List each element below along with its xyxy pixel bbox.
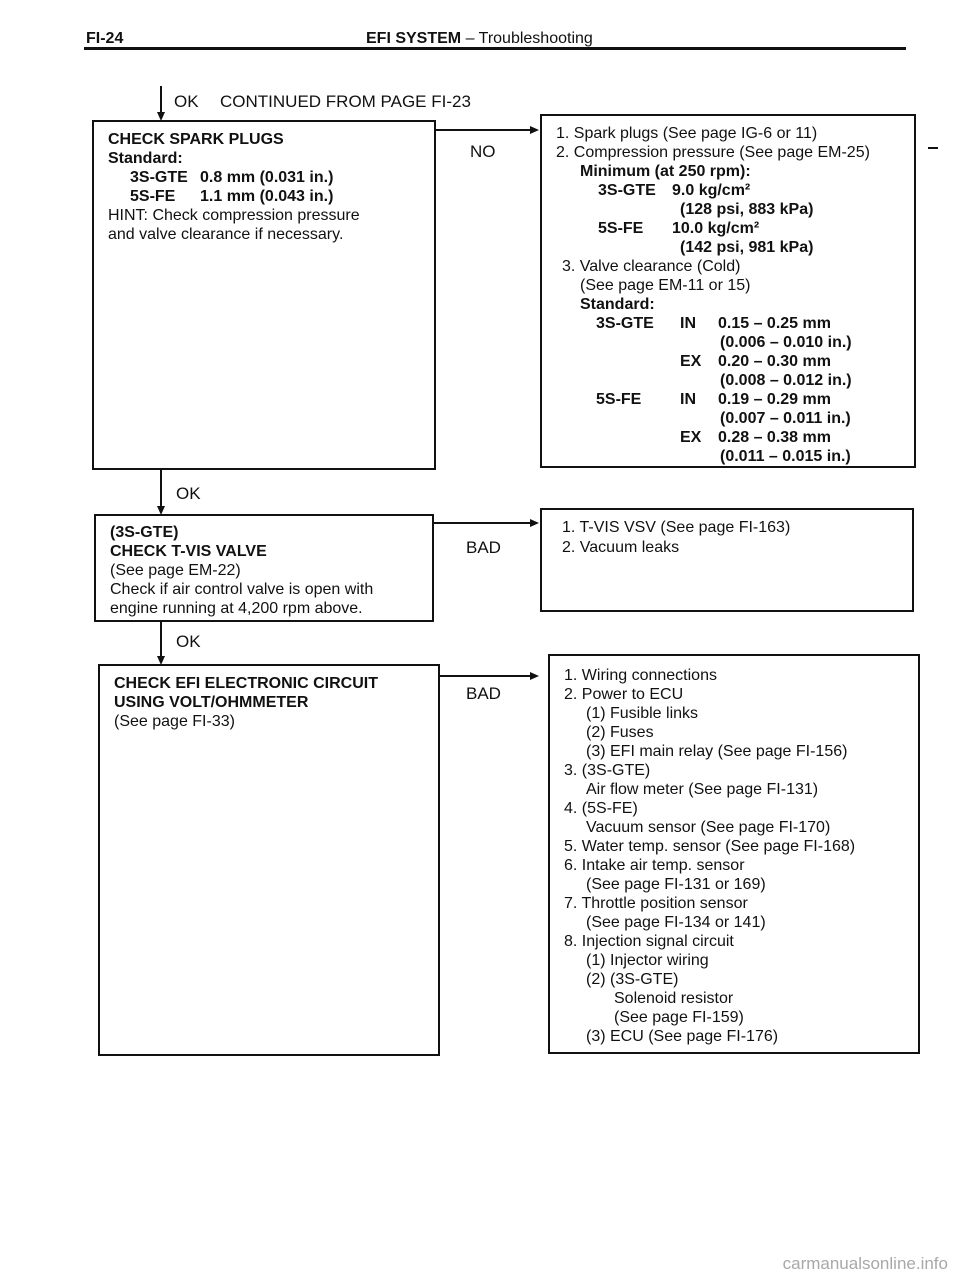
result2-item2: 2. Vacuum leaks <box>562 539 680 556</box>
result3-line3: (1) Fusible links <box>586 705 699 722</box>
result1-min-3sgte-value: 9.0 kg/cm² <box>672 182 751 199</box>
step2-line2: CHECK T-VIS VALVE <box>110 543 267 560</box>
result3-line2: 2. Power to ECU <box>564 686 684 703</box>
result1-minimum-label: Minimum (at 250 rpm): <box>580 163 751 180</box>
result3-line16: (1) Injector wiring <box>586 952 709 969</box>
step2-check-box <box>94 514 434 622</box>
watermark: carmanualsonline.info <box>782 1254 948 1273</box>
step1-spec-5sfe-value: 1.1 mm (0.043 in.) <box>200 188 334 205</box>
connector2-line <box>160 470 162 508</box>
result3-line4: (2) Fuses <box>586 724 654 741</box>
result3-line10: 5. Water temp. sensor (See page FI-168) <box>564 838 856 855</box>
result3-line19: (See page FI-159) <box>614 1009 744 1026</box>
result1-vc-3sgte-in-value2: (0.006 – 0.010 in.) <box>720 334 852 351</box>
step2-line3: (See page EM-22) <box>110 562 241 579</box>
result1-min-3sgte-engine: 3S-GTE <box>598 182 656 199</box>
result1-vc-3sgte-ex-value: 0.20 – 0.30 mm <box>718 353 831 370</box>
step3-line3: (See page FI-33) <box>114 713 235 730</box>
step1-spec-3sgte-value: 0.8 mm (0.031 in.) <box>200 169 334 186</box>
result3-line7: Air flow meter (See page FI-131) <box>586 781 819 798</box>
result3-line1: 1. Wiring connections <box>564 667 717 684</box>
step3-bad-branch-arrow <box>530 672 539 680</box>
connector3-ok-label: OK <box>176 632 201 651</box>
step1-hint-line1: HINT: Check compression pressure <box>108 207 360 224</box>
step1-spec-3sgte-engine: 3S-GTE <box>130 169 188 186</box>
step1-hint-line2: and valve clearance if necessary. <box>108 226 344 243</box>
result1-item2: 2. Compression pressure (See page EM-25) <box>556 144 870 161</box>
result1-item3: 3. Valve clearance (Cold) <box>562 258 741 275</box>
continued-from-label: CONTINUED FROM PAGE FI-23 <box>220 92 471 111</box>
step2-line1: (3S-GTE) <box>110 524 179 541</box>
step3-bad-branch-line <box>440 675 531 677</box>
step1-result-box <box>540 114 916 468</box>
step3-check-box <box>98 664 440 1056</box>
result1-item3-sub: (See page EM-11 or 15) <box>580 277 751 294</box>
step3-line1: CHECK EFI ELECTRONIC CIRCUIT <box>114 675 378 692</box>
result1-vc-5sfe-in-value: 0.19 – 0.29 mm <box>718 391 831 408</box>
step2-bad-branch-line <box>434 522 531 524</box>
step2-line4: Check if air control valve is open with <box>110 581 374 598</box>
step1-no-branch-line <box>436 129 531 131</box>
result3-line13: 7. Throttle position sensor <box>564 895 748 912</box>
result1-vc-3sgte-ex-label: EX <box>680 353 702 370</box>
result1-vc-5sfe-engine: 5S-FE <box>596 391 642 408</box>
page-number: FI-24 <box>86 30 124 47</box>
result1-min-5sfe-engine: 5S-FE <box>598 220 644 237</box>
result1-item1: 1. Spark plugs (See page IG-6 or 11) <box>556 125 818 142</box>
result1-vc-5sfe-ex-value2: (0.011 – 0.015 in.) <box>720 448 851 465</box>
result2-item1: 1. T-VIS VSV (See page FI-163) <box>562 519 791 536</box>
result3-line9: Vacuum sensor (See page FI-170) <box>586 819 831 836</box>
connector3-line <box>160 622 162 658</box>
header-dash: – <box>465 30 475 47</box>
result1-vc-3sgte-engine: 3S-GTE <box>596 315 654 332</box>
page-header <box>366 30 593 48</box>
top-ok-label: OK <box>174 92 199 111</box>
result3-line17: (2) (3S-GTE) <box>586 971 679 988</box>
margin-dash-mark <box>928 147 938 149</box>
connector2-ok-label: OK <box>176 484 201 503</box>
result3-line18: Solenoid resistor <box>614 990 734 1007</box>
top-connector-line <box>160 86 162 114</box>
result3-line8: 4. (5S-FE) <box>564 800 638 817</box>
header-subtitle: Troubleshooting <box>478 30 593 47</box>
result1-standard-label: Standard: <box>580 296 655 313</box>
result3-line6: 3. (3S-GTE) <box>564 762 651 779</box>
step1-no-branch-arrow <box>530 126 539 134</box>
result3-line12: (See page FI-131 or 169) <box>586 876 766 893</box>
result1-vc-5sfe-ex-label: EX <box>680 429 702 446</box>
result1-vc-5sfe-ex-value: 0.28 – 0.38 mm <box>718 429 831 446</box>
step1-spec-5sfe-engine: 5S-FE <box>130 188 176 205</box>
step3-result-box <box>548 654 920 1054</box>
result1-min-5sfe-value: 10.0 kg/cm² <box>672 220 760 237</box>
result1-vc-3sgte-ex-value2: (0.008 – 0.012 in.) <box>720 372 852 389</box>
result1-min-5sfe-value2: (142 psi, 981 kPa) <box>680 239 814 256</box>
step1-standard-label: Standard: <box>108 150 183 167</box>
step2-bad-label: BAD <box>466 538 501 557</box>
result3-line11: 6. Intake air temp. sensor <box>564 857 745 874</box>
step1-title: CHECK SPARK PLUGS <box>108 131 284 148</box>
header-title: EFI SYSTEM <box>366 30 462 47</box>
header-rule <box>84 47 906 50</box>
step2-result-box <box>540 508 914 612</box>
step2-line5: engine running at 4,200 rpm above. <box>110 600 363 617</box>
result3-line15: 8. Injection signal circuit <box>564 933 734 950</box>
result1-vc-5sfe-in-label: IN <box>680 391 696 408</box>
result3-line14: (See page FI-134 or 141) <box>586 914 766 931</box>
step1-check-box <box>92 120 436 470</box>
step3-bad-label: BAD <box>466 684 501 703</box>
result1-vc-3sgte-in-label: IN <box>680 315 696 332</box>
step2-bad-branch-arrow <box>530 519 539 527</box>
result1-min-3sgte-value2: (128 psi, 883 kPa) <box>680 201 814 218</box>
result1-vc-3sgte-in-value: 0.15 – 0.25 mm <box>718 315 831 332</box>
step3-line2: USING VOLT/OHMMETER <box>114 694 309 711</box>
result1-vc-5sfe-in-value2: (0.007 – 0.011 in.) <box>720 410 851 427</box>
result3-line5: (3) EFI main relay (See page FI-156) <box>586 743 848 760</box>
step1-no-label: NO <box>470 142 496 161</box>
result3-line20: (3) ECU (See page FI-176) <box>586 1028 779 1045</box>
